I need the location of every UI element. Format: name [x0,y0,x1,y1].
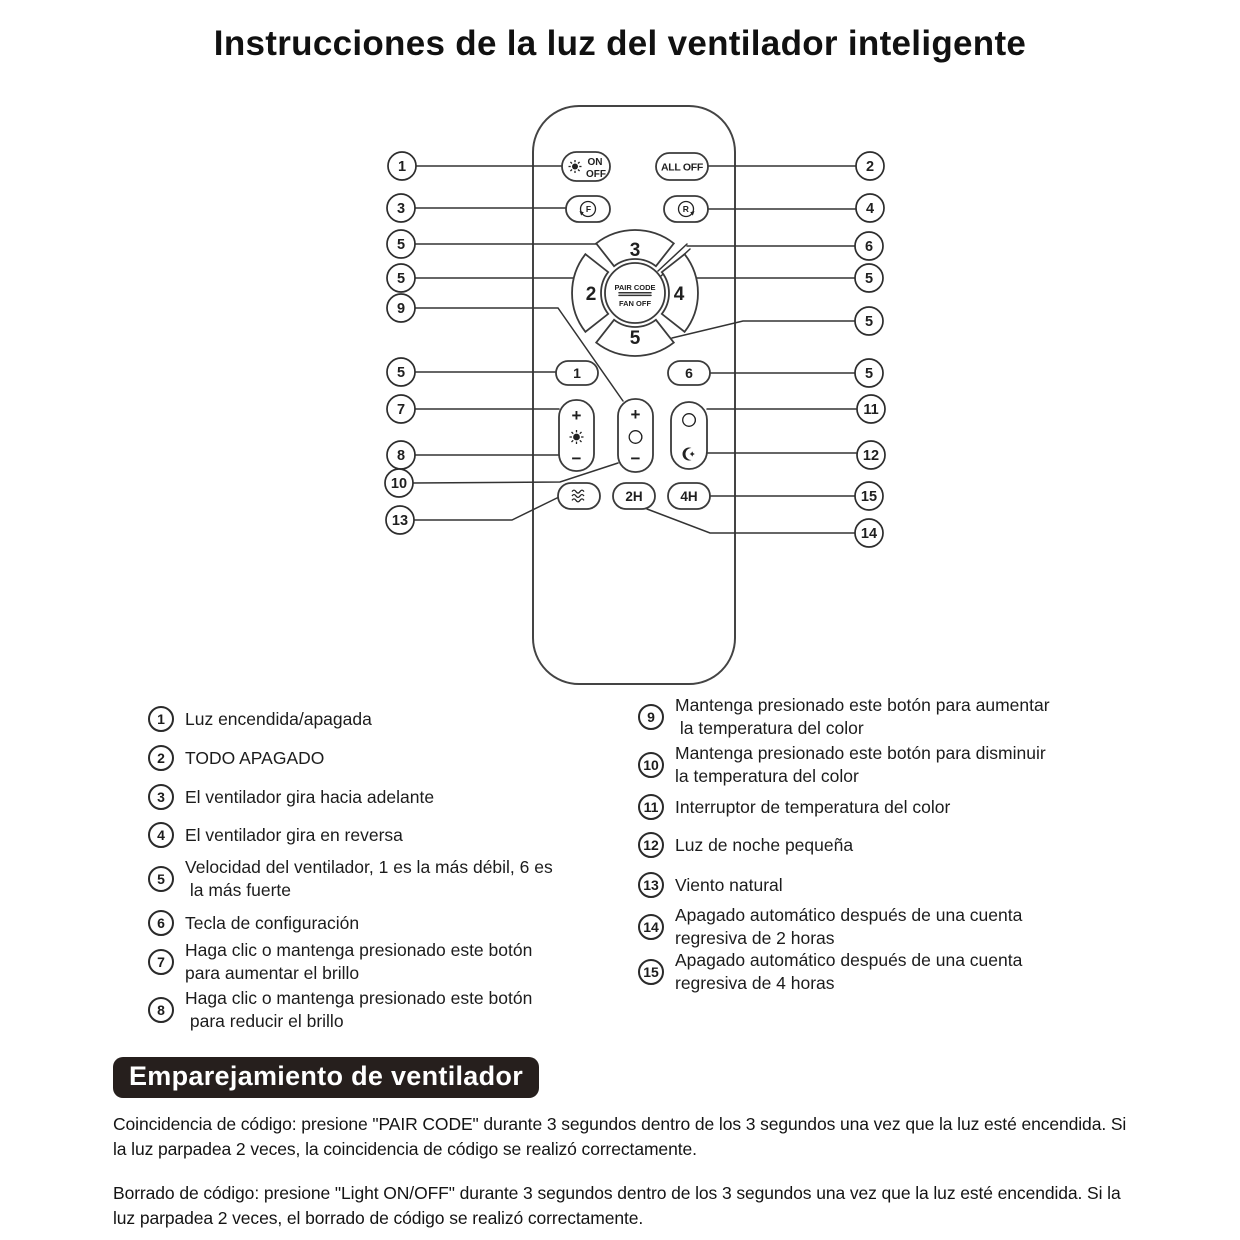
svg-text:2: 2 [585,284,597,305]
callout [387,294,415,322]
timer-4h-button [668,483,710,509]
svg-text:4: 4 [673,284,685,305]
svg-text:OFF: OFF [586,169,606,180]
svg-text:2: 2 [865,159,875,175]
svg-text:ON: ON [587,157,603,168]
callout [855,232,883,260]
callout [386,506,414,534]
svg-text:FAN OFF: FAN OFF [618,299,652,308]
callout [387,395,415,423]
callout [387,358,415,386]
legend-item-4 [148,822,648,848]
legend-item-13 [638,872,1138,898]
brightness-control [559,400,594,471]
svg-text:PAIR CODE: PAIR CODE [614,283,656,292]
svg-text:12: 12 [862,448,880,464]
svg-text:13: 13 [391,513,409,529]
legend-number-badge: 7 [148,949,174,975]
legend-item-7 [148,939,648,985]
svg-text:1: 1 [397,159,407,175]
legend-text: Velocidad del ventilador, 1 es la más débil, 6 es la más fuerte [185,857,553,900]
legend-text: Viento natural [675,874,783,895]
legend-number-badge: 9 [638,704,664,730]
legend-item-11 [638,794,1138,820]
legend-item-2 [148,745,648,771]
speed-6-button [668,361,710,385]
svg-text:3: 3 [396,201,406,217]
svg-text:3: 3 [629,240,641,261]
fan-forward-button [566,196,610,222]
brightness-minus: − [571,449,582,468]
svg-text:ALL OFF: ALL OFF [660,161,704,174]
legend-text: Interruptor de temperatura del color [675,796,951,817]
legend-text: TODO APAGADO [185,747,325,768]
svg-text:10: 10 [390,476,408,492]
callout [855,519,883,547]
legend-number-badge: 3 [148,784,174,810]
callout [855,482,883,510]
legend-item-14 [638,904,1138,950]
legend-item-9 [638,694,1138,740]
svg-text:5: 5 [864,314,874,330]
svg-text:6: 6 [864,239,874,255]
svg-text:5: 5 [629,328,641,349]
callout [857,441,885,469]
callout [855,264,883,292]
legend-text: Apagado automático después de una cuenta regresiva de 2 horas [675,905,1023,948]
natural-wind-button [558,483,600,509]
page-title: Instrucciones de la luz del ventilador inteligente [213,24,1027,63]
legend-item-6 [148,910,648,936]
legend-text: El ventilador gira hacia adelante [185,786,435,807]
legend-number-badge: 13 [638,872,664,898]
callout [855,359,883,387]
callout [387,264,415,292]
legend-number-badge: 10 [638,752,664,778]
svg-text:8: 8 [396,448,406,464]
legend-text: Mantenga presionado este botón para aumentar la temperatura del color [675,695,1050,738]
all-off-button [656,153,708,180]
callout [388,152,416,180]
pairing-paragraph-1: Coincidencia de código: presione "PAIR CODE" durante 3 segundos dentro de los 3 segundos una vez que la luz esté encendida. Si la luz parpadea 2 veces, la coincidencia de código se realizó correctamente. [113,1113,1127,1159]
legend-text: Apagado automático después de una cuenta regresiva de 4 horas [675,950,1023,993]
legend-number-badge: 11 [638,794,664,820]
svg-text:4: 4 [865,201,875,217]
cct-control [618,399,653,472]
callouts-left [385,152,416,534]
remote-body [533,106,735,684]
callout [385,469,413,497]
legend-number-badge: 12 [638,832,664,858]
legend-number-badge: 15 [638,959,664,985]
speed-1-button [556,361,598,385]
legend-text: Mantenga presionado este botón para disminuir la temperatura del color [675,743,1046,786]
legend-item-15 [638,949,1138,995]
brightness-plus: + [571,406,582,425]
callout [856,194,884,222]
callout [387,441,415,469]
svg-text:9: 9 [396,301,406,317]
legend-text: Luz de noche pequeña [675,834,854,855]
svg-text:R: R [682,204,689,215]
svg-text:7: 7 [396,402,406,418]
svg-text:1: 1 [573,365,581,381]
light-on-off-button [562,152,610,181]
legend-item-8 [148,987,648,1033]
svg-text:5: 5 [864,366,874,382]
callout [855,307,883,335]
legend-number-badge: 1 [148,706,174,732]
legend-item-10 [638,742,1138,788]
sun-icon [570,430,584,444]
svg-text:F: F [585,204,592,215]
legend-number-badge: 5 [148,866,174,892]
legend-number-badge: 4 [148,822,174,848]
legend-text: Haga clic o mantenga presionado este botón para reducir el brillo [185,988,533,1031]
legend-item-1 [148,706,648,732]
svg-text:5: 5 [396,271,406,287]
svg-text:11: 11 [863,402,879,418]
cct-minus: − [630,449,641,468]
legend-number-badge: 2 [148,745,174,771]
legend-text: El ventilador gira en reversa [185,824,403,845]
svg-text:5: 5 [396,237,406,253]
callout [857,395,885,423]
pairing-section-heading: Emparejamiento de ventilador [113,1057,539,1098]
legend-text: Luz encendida/apagada [185,708,372,729]
callout [387,230,415,258]
svg-text:6: 6 [685,365,693,381]
legend-text: Tecla de configuración [185,912,360,933]
svg-text:15: 15 [860,489,878,505]
legend-item-5 [148,856,668,902]
svg-text:2H: 2H [625,489,643,504]
svg-text:4H: 4H [680,489,698,504]
pairing-paragraph-2: Borrado de código: presione "Light ON/OFF" durante 3 segundos dentro de los 3 segundos una vez que la luz esté encendida. Si la luz parpadea 2 veces, el borrado de código se realizó correctamente. [113,1182,1121,1228]
legend-text: Haga clic o mantenga presionado este botón para aumentar el brillo [185,940,533,983]
sun-icon [569,160,582,173]
callouts-right [855,152,885,547]
legend-item-3 [148,784,648,810]
cct-plus: + [630,405,641,424]
legend-number-badge: 8 [148,997,174,1023]
svg-text:5: 5 [864,271,874,287]
legend-item-12 [638,832,1138,858]
callout [856,152,884,180]
svg-text:5: 5 [396,365,406,381]
legend-number-badge: 14 [638,914,664,940]
legend-number-badge: 6 [148,910,174,936]
fan-reverse-button [664,196,708,222]
pair-code-fan-off-button [605,263,665,323]
timer-2h-button [613,483,655,509]
svg-text:14: 14 [860,526,878,542]
callout [387,194,415,222]
cct-night-pill [671,402,707,469]
